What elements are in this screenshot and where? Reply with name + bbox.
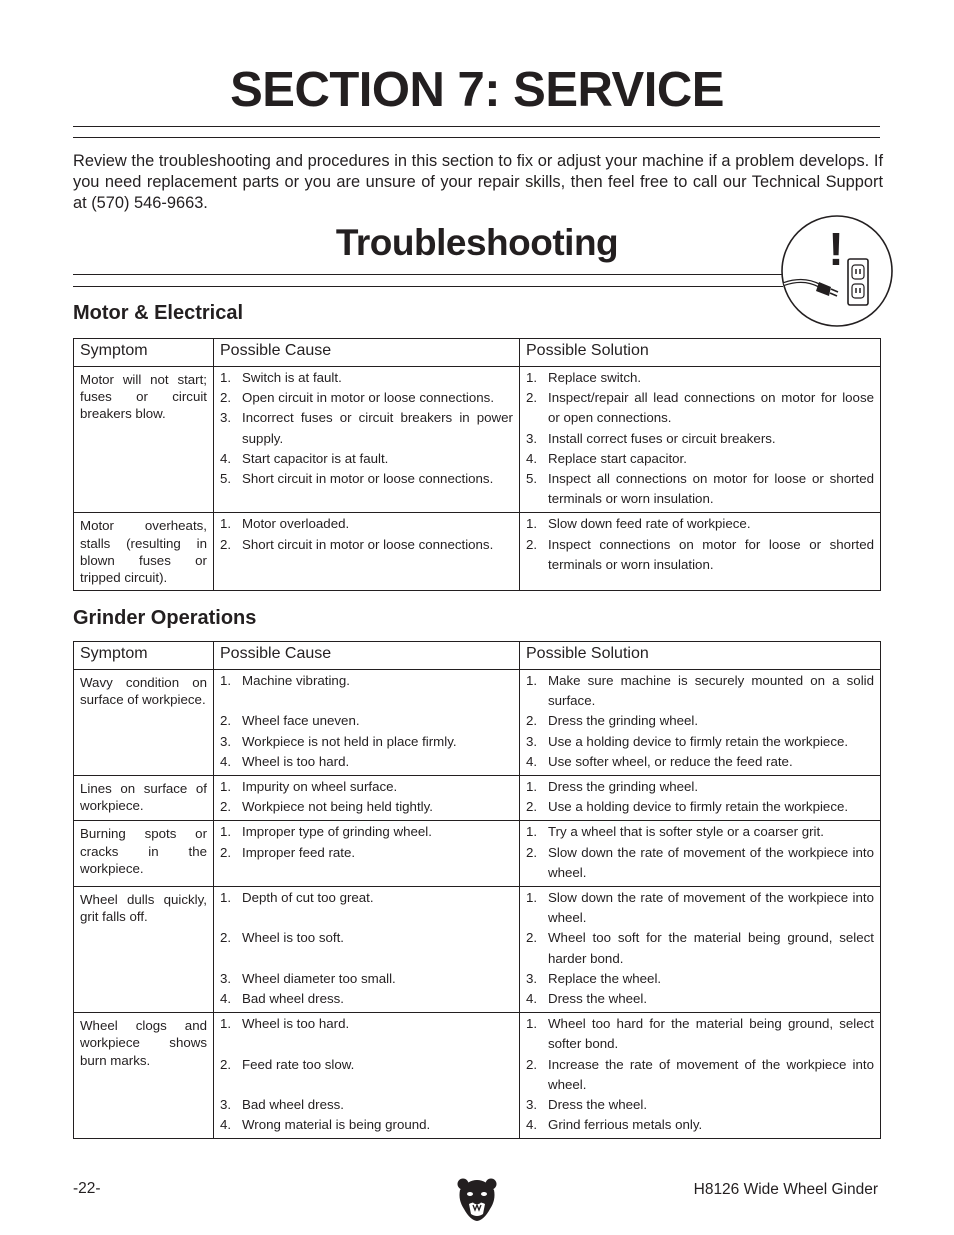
cause-header: Possible Cause: [214, 339, 520, 367]
grinder-troubleshooting-table: [73, 641, 881, 1139]
section-rule-bottom: [73, 286, 783, 287]
list-item: 1. Motor overloaded.: [220, 516, 350, 532]
list-item: 3. Use a holding device to firmly retain the workpiece.: [526, 733, 849, 749]
list-item: 3. Workpiece is not held in place firmly.: [220, 733, 457, 749]
cause-cell: [214, 821, 520, 887]
list-item: 4. Bad wheel dress.: [220, 991, 344, 1007]
grinder-operations-heading: Grinder Operations: [73, 607, 257, 629]
list-item: 4. Wheel is too hard.: [220, 753, 350, 769]
table-row: [74, 513, 881, 591]
list-item: 4. Dress the wheel.: [526, 991, 648, 1007]
symptom-header: Symptom: [74, 339, 214, 367]
list-item: 1. Impurity on wheel surface.: [220, 779, 398, 795]
page-title: SECTION 7: SERVICE: [230, 63, 724, 117]
symptom-cell: Wavy condition on surface of workpiece.: [74, 670, 214, 776]
title-rule-top: [73, 126, 880, 127]
list-item: 4. Wrong material is being ground.: [220, 1117, 431, 1133]
solution-header: Possible Solution: [520, 642, 881, 670]
list-item: 2. Dress the grinding wheel.: [526, 713, 699, 729]
table-row: [74, 776, 881, 821]
table-row: [74, 367, 881, 513]
list-item: 1. Replace switch.: [526, 370, 642, 385]
list-item: 2. Workpiece not being held tightly.: [220, 799, 433, 815]
list-item: 3. Incorrect fuses or circuit breakers in power supply.: [220, 410, 513, 446]
list-item: 1. Depth of cut too great.: [220, 890, 374, 906]
solution-cell: [520, 367, 881, 513]
list-item: 1. Wheel too hard for the material being ground, select softer bond.: [526, 1016, 874, 1052]
grizzly-bear-logo-icon: [456, 1176, 498, 1222]
list-item: 3. Wheel diameter too small.: [220, 970, 396, 986]
list-item: 1. Dress the grinding wheel.: [526, 779, 699, 795]
cause-cell: [214, 513, 520, 591]
cause-cell: [214, 776, 520, 821]
electrical-warning-icon: [776, 213, 896, 329]
page-number: -22-: [73, 1180, 101, 1197]
list-item: 5. Short circuit in motor or loose connections.: [220, 471, 494, 487]
list-item: 4. Replace start capacitor.: [526, 450, 687, 466]
list-item: 2. Wheel face uneven.: [220, 713, 360, 729]
list-item: 1. Make sure machine is securely mounted on a solid surface.: [526, 673, 874, 709]
motor-troubleshooting-table: [73, 338, 881, 591]
list-item: 3. Dress the wheel.: [526, 1097, 648, 1113]
list-item: 2. Slow down the rate of movement of the workpiece into wheel.: [526, 844, 874, 880]
list-item: 2. Inspect connections on motor for loose or shorted terminals or worn insulation.: [526, 536, 874, 572]
cause-header: Possible Cause: [214, 642, 520, 670]
list-item: 4. Start capacitor is at fault.: [220, 450, 389, 466]
table-row: [74, 821, 881, 887]
solution-cell: [520, 670, 881, 776]
list-item: 2. Feed rate too slow.: [220, 1056, 355, 1072]
cause-cell: [214, 1013, 520, 1139]
section-rule-top: [73, 274, 783, 275]
model-name: H8126 Wide Wheel Ginder: [693, 1181, 878, 1198]
title-rule-bottom: [73, 137, 880, 138]
list-item: 4. Use softer wheel, or reduce the feed rate.: [526, 753, 793, 769]
symptom-cell: Motor will not start; fuses or circuit breakers blow.: [74, 367, 214, 513]
list-item: 2. Wheel too soft for the material being ground, select harder bond.: [526, 930, 874, 966]
motor-electrical-heading: Motor & Electrical: [73, 302, 244, 324]
table-row: [74, 1013, 881, 1139]
list-item: 3. Replace the wheel.: [526, 970, 662, 986]
solution-cell: [520, 776, 881, 821]
symptom-header: Symptom: [74, 642, 214, 670]
symptom-cell: Motor overheats, stalls (resulting in blown fuses or tripped circuit).: [74, 513, 214, 591]
list-item: 2. Open circuit in motor or loose connections.: [220, 390, 495, 406]
list-item: 2. Short circuit in motor or loose connections.: [220, 536, 494, 552]
cause-cell: [214, 670, 520, 776]
list-item: 3. Bad wheel dress.: [220, 1097, 344, 1113]
list-item: 5. Inspect all connections on motor for loose or shorted terminals or worn insulation.: [526, 471, 874, 507]
list-item: 1. Slow down the rate of movement of the workpiece into wheel.: [526, 890, 874, 926]
list-item: 1. Improper type of grinding wheel.: [220, 824, 432, 840]
symptom-cell: Lines on surface of workpiece.: [74, 776, 214, 821]
solution-header: Possible Solution: [520, 339, 881, 367]
list-item: 4. Grind ferrious metals only.: [526, 1117, 703, 1133]
solution-cell: [520, 513, 881, 591]
list-item: 1. Switch is at fault.: [220, 370, 342, 385]
table-row: [74, 670, 881, 776]
symptom-cell: Burning spots or cracks in the workpiece.: [74, 821, 214, 887]
list-item: 3. Install correct fuses or circuit breakers.: [526, 430, 776, 446]
list-item: 2. Improper feed rate.: [220, 844, 356, 860]
list-item: 1. Wheel is too hard.: [220, 1016, 350, 1032]
table-header-row: [74, 642, 881, 670]
list-item: 1. Try a wheel that is softer style or a coarser grit.: [526, 824, 824, 840]
intro-paragraph: Review the troubleshooting and procedures in this section to fix or adjust your machine if a problem develops. If you need replacement parts or you are unsure of your repair skills, then feel free to call our Technical Support at (570) 546-9663.: [73, 152, 883, 212]
cause-cell: [214, 887, 520, 1013]
list-item: 2. Use a holding device to firmly retain the workpiece.: [526, 799, 849, 815]
solution-cell: [520, 1013, 881, 1139]
table-header-row: [74, 339, 881, 367]
svg-text:!: !: [828, 223, 844, 275]
solution-cell: [520, 821, 881, 887]
list-item: 2. Increase the rate of movement of the workpiece into wheel.: [526, 1056, 874, 1092]
symptom-cell: Wheel dulls quickly, grit falls off.: [74, 887, 214, 1013]
list-item: 2. Wheel is too soft.: [220, 930, 344, 946]
solution-cell: [520, 887, 881, 1013]
list-item: 1. Machine vibrating.: [220, 673, 350, 688]
list-item: 2. Inspect/repair all lead connections on motor for loose or open connections.: [526, 390, 874, 426]
cause-cell: [214, 367, 520, 513]
section-heading: Troubleshooting: [335, 222, 619, 263]
symptom-cell: Wheel clogs and workpiece shows burn marks.: [74, 1013, 214, 1139]
table-row: [74, 887, 881, 1013]
list-item: 1. Slow down feed rate of workpiece.: [526, 516, 751, 532]
